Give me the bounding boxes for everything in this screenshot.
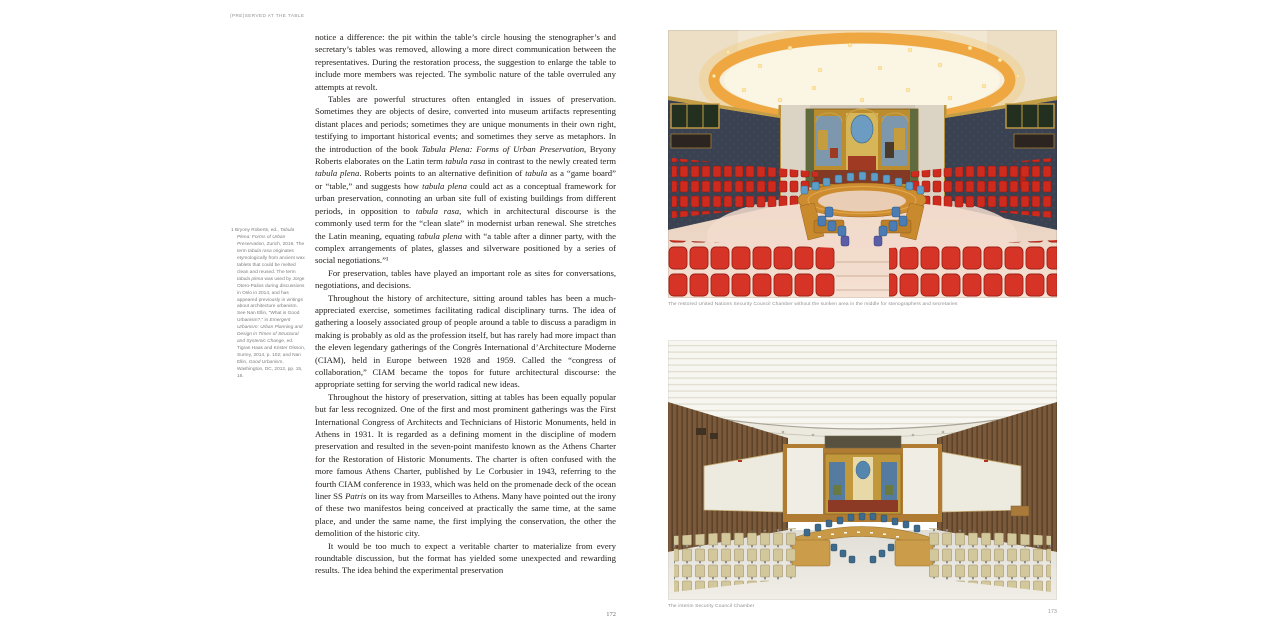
figure-interim-chamber	[668, 340, 1057, 609]
body-text-column	[315, 31, 616, 577]
paragraph: It would be too much to expect a veritable charter to materialize from every roundtable discussion, but the format has yielded some unexpected and rewarding results. The idea behind the experimental preservation	[315, 540, 616, 576]
paragraph: Throughout the history of architecture, sitting around tables has been a much-appreciated exercise, sometimes facilitating radical disciplinary turns. The idea of gathering a loosely associated group of people around a table to discuss a paradigm in making is probably as old as the profession itself, but has rarely had more impact than the eleven legendary gatherings of the Congrès International d’Architecture Moderne (CIAM), held in Europe between 1928 and 1959. Called the “congress of collaboration,” CIAM became the topos for future architectural discourse: the appropriate setting for serving the world radical new ideas.	[315, 292, 616, 390]
interim-back-wall	[783, 436, 942, 522]
photo-restored-chamber-image	[668, 30, 1057, 298]
photo-caption-restored: The restored United Nations Security Council Chamber without the sunken area in the middle for stenographers and secretaries	[668, 301, 958, 307]
paragraph: Tables are powerful structures often entangled in issues of preservation. Sometimes they are objects of desire, converted into museum artifacts representing distant places and periods; sometimes they are unique monuments in their own right, testifying to important historical events; and sometimes they serve as metaphors. In the introduction of the book Tabula Plena: Forms of Urban Preservation, Bryony Roberts elaborates on the Latin term tabula rasa in contrast to the newly created term tabula plena. Roberts points to an alternative definition of tabula as a “game board” or “table,” and suggests how tabula plena could act as a conceptual framework for urban preservation, connoting an urban site full of existing buildings from different periods, in opposition to tabula rasa, which in architectural discourse is the commonly used term for the “clean slate” in modernist urban renewal. She stretches the Latin meaning, equating tabula plena with “a table after a dinner party, with the complex arrangements of plates, glasses and silverware positioned by a series of social negotiations.”¹	[315, 94, 616, 266]
side-table	[1011, 506, 1029, 516]
photo-caption-interim: The interim Security Council Chamber	[668, 603, 755, 609]
paragraph: notice a difference: the pit within the table’s circle housing the stenographer’s and secretary’s tables was removed, allowing a more direct communication between the representatives. During the restoration process, the suggestion to enlarge the table to include more members was rejected. The symbolic nature of the table overruled any attempts at revolt.	[315, 32, 616, 92]
footnote-1: 1 Bryony Roberts, ed., Tabula Plena: Forms of Urban Preservation, Zurich, 2016. The term tabula rasa originates etymologically from ancient wax tablets that could be melted clean and reused. The term tabula plena was used by Jorge Otero-Pailos during discussions in Oslo in 2014, and has appeared previously in writings about architecture urbanism. See Nan Ellin, “What is Good Urbanism?,” in Emergent Urbanism: Urban Planning and Design in Times of Structural and Systemic Change, ed. Tigran Haas and Krister Olsson, Surrey, 2014, p. 102; and Nan Ellin, Good Urbanism, Washington, DC, 2012, pp. 15, 16.	[231, 228, 306, 380]
photo-interim-chamber-image	[668, 340, 1057, 600]
interim-mural	[825, 454, 901, 514]
paragraph: For preservation, tables have played an important role as sites for conversations, negotiations, and decisions.	[315, 267, 616, 291]
running-head: (PRE)SERVED AT THE TABLE	[230, 13, 305, 18]
page-number-left: 172	[606, 611, 616, 618]
figure-restored-chamber	[668, 30, 1057, 307]
paragraph: Throughout the history of preservation, sitting at tables has been equally popular but far less recognized. One of the first and most prominent gatherings was the First International Congress of Architects and Technicians of Historic Monuments, held in Athens in 1931. It is regarded as a defining moment in the discipline of modern preservation and resulted in the seven-point manifesto known as the Athens Charter for the Restoration of Historic Monuments. The charter is often confused with the more famous Athens Charter, published by Le Corbusier in 1943, referring to the fourth CIAM conference in 1933, which was held on the promenade deck of the ocean liner SS Patris on its way from Marseilles to Athens. Many have pointed out the irony of these two manifestos being conceived at practically the same time, at the same place, and under the same name, the first implying the conservation, the other the demolition of the historic city.	[315, 391, 616, 539]
page-number-right: 173	[1047, 609, 1057, 615]
